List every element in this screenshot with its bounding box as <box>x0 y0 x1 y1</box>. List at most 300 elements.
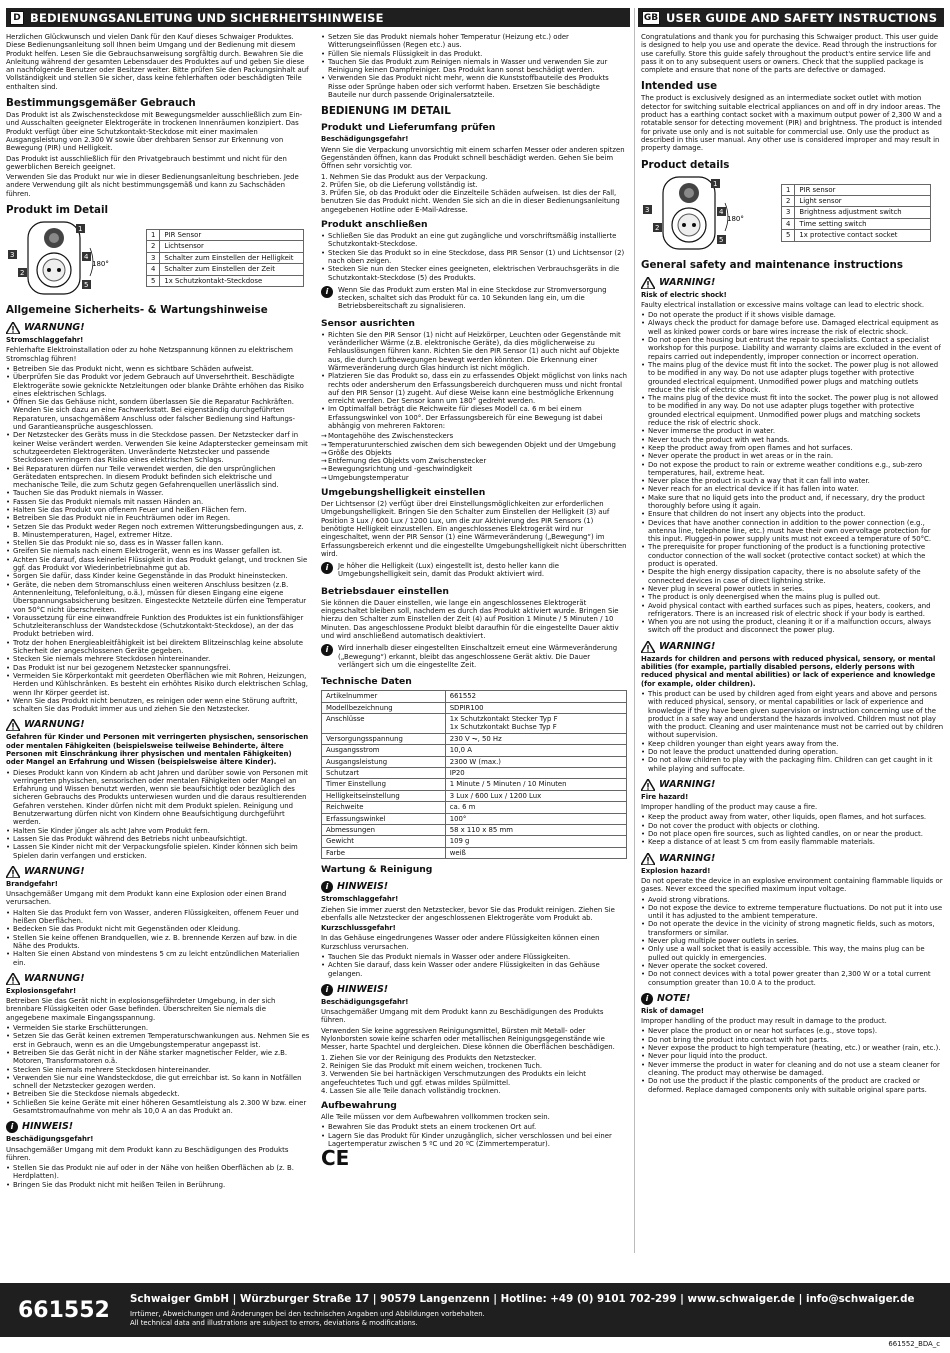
spec-value: 10,0 A <box>445 745 626 756</box>
list-item: • Stellen Sie keine offenen Brandquellen, wie z. B. brennende Kerzen auf bzw. in die Nähe des Produkts. <box>6 934 310 951</box>
table-row <box>322 836 627 847</box>
list-item: • Tauchen Sie das Produkt niemals in Wasser. <box>6 489 310 497</box>
list-item: 2. Reinigen Sie das Produkt mit einem weichen, trockenen Tuch. <box>321 1061 543 1070</box>
callout-3: 3 <box>645 205 650 214</box>
de-sensor-heading: Sensor ausrichten <box>321 317 415 329</box>
list-item: • Der Netzstecker des Geräts muss in die Steckdose passen. Der Netzstecker darf in keiner Weise verändert werden. Verwenden Sie keine Adapterstecker gemeinsam mit schutzgeerdeten Elektrogeräten. Unveränderte Netzstecker und passende Steckdosen verringern das Risiko eines elektrischen Schlags. <box>6 431 310 464</box>
gb-expl-list <box>641 896 944 987</box>
list-item: • Trotz der hohen Energieableitfähigkeit ist bei direktem Blitzeinschlag keine absolute Sicherheit der angeschlossenen Geräte gegeben. <box>6 639 310 656</box>
list-item: • Betreiben Sie das Produkt nie in Feuchträumen oder im Regen. <box>6 514 310 522</box>
list-item: • Richten Sie den PIR Sensor (1) nicht auf Heizkörper, Leuchten oder Gegenstände mit veränderlicher Wärme (z.B. elektronische Geräte), da dies möglicherweise zu Fehlauslösungen führen kann. Richten Sie den PIR Sensor (1) auch nicht auf Objekte aus, die durch Luftbewegungen bewegt werden könnten. Die Erkennung einer Wärmeveränderung durch Glas hindurch ist nicht möglich. <box>321 331 627 372</box>
list-item: • The product is only deenergised when the mains plug is pulled out. <box>641 593 944 601</box>
list-item: • Dieses Produkt kann von Kindern ab acht Jahren und darüber sowie von Personen mit verringerten physischen, sensorischen oder mentalen Fähigkeiten oder Mangel an Erfahrung und Wissen benutzt werden, wenn sie beaufsichtigt oder bezüglich des sicheren Gebrauchs des Produkts unterwiesen wurden und die daraus resultierenden Gefahren verstehen. Kinder dürfen nicht mit dem Produkt spielen. Reinigung und Benutzerwartung dürfen nicht von Kindern ohne Beaufsichtigung durchgeführt werden. <box>6 769 310 827</box>
gb-detail-2: Light sensor <box>795 195 931 206</box>
list-item: • Öffnen Sie das Gehäuse nicht, sondern überlassen Sie die Reparatur Fachkräften. Wenden Sie sich dazu an eine Fachwerkstatt. Bei eigenständig durchgeführten Reparaturen, unsachgemäßem Anschluss oder falscher Bedienung sind Haftungs- und Garantieansprüche ausgeschlossen. <box>6 398 310 431</box>
gb-warning-1 <box>641 277 944 289</box>
list-item: → Entfernung des Objekts vom Zwischenstecker <box>321 457 627 465</box>
list-item: • Halten Sie Kinder jünger als acht Jahre vom Produkt fern. <box>6 827 310 835</box>
list-item: • Platzieren Sie das Produkt so, dass ein zu erfassendes Objekt möglichst von links nach rechts oder andersherum den Erfassungsbereich durchqueren muss und nicht frontal auf den PIR Sensor (1) zugeht. Auf diese Weise kann eine bestmögliche Erkennung erreicht werden. Der Sensor kann um 180° gedreht werden. <box>321 372 627 405</box>
list-item: 1. Ziehen Sie vor der Reinigung des Produkts den Netzstecker. <box>321 1053 537 1062</box>
de-lux-heading: Umgebungshelligkeit einstellen <box>321 487 486 499</box>
warning-triangle-icon <box>641 641 655 653</box>
de-shock-list <box>6 365 310 713</box>
callout-4: 4 <box>84 253 89 262</box>
list-item: 1. Nehmen Sie das Produkt aus der Verpackung. <box>321 172 488 181</box>
list-item: • Stecken Sie niemals mehrere Steckdosen hintereinander. <box>6 655 310 663</box>
gb-column <box>641 33 944 1273</box>
gb-shock-title: Risk of electric shock! <box>641 290 727 299</box>
de-shock-title: Stromschlaggefahr! <box>6 336 84 345</box>
de-detail-2: Lichtsensor <box>160 241 304 252</box>
de-intro: Herzlichen Glückwunsch und vielen Dank für den Kauf dieses Schwaiger Produktes. Diese Bedienungsanleitung soll Ihnen beim Umgang und der Bedienung mit diesem Produkt helfen. Lesen Sie die Gebrauchsanweisung sorgfältig durch. Bewahren Sie die Anleitung während der gesamten Lebensdauer des Produktes auf und geben Sie diese an nachfolgende Benutzer oder Besitzer weiter. Bitte prüfen Sie den Packungsinhalt auf Vollständigkeit und stellen Sie sicher, dass keine fehlerhaften oder beschädigten Teile enthalten sind. <box>6 33 309 91</box>
de-unpack-heading: Produkt und Lieferumfang prüfen <box>321 122 496 134</box>
de-care-text-1: Ziehen Sie immer zuerst den Netzstecker, bevor Sie das Produkt reinigen. Ziehen Sie ebenfalls alle Netzstecker der angeschlossenen Elektrogeräte vom Produkt ab. <box>321 905 615 922</box>
de-use-p3: Verwenden Sie das Produkt nur wie in dieser Bedienungsanleitung beschrieben. Jede andere Verwendung gilt als nicht bestimmungsgemäß und kann zu Sachschäden führen. <box>6 173 299 198</box>
warning-label: WARNUNG! <box>24 865 85 877</box>
list-item: • Lassen Sie Kinder nicht mit der Verpackungsfolie spielen. Kinder können sich beim Spielen darin verfangen und ersticken. <box>6 843 310 860</box>
warning-label: WARNING! <box>659 640 716 652</box>
list-item: → Bewegungsrichtung und -geschwindigkeit <box>321 465 627 473</box>
de-shock-text: Fehlerhafte Elektroinstallation oder zu hohe Netzspannung können zu elektrischem Stromschlag führen! <box>6 346 293 363</box>
list-item: • Avoid strong vibrations. <box>641 896 944 904</box>
de-warning-2 <box>6 719 310 731</box>
spec-label: Reichweite <box>322 802 446 813</box>
list-item: 3. Verwenden Sie bei hartnäckigen Verschmutzungen des Produkts ein leicht angefeuchtetes Tuch und ggf. etwas mildes Spülmittel. <box>321 1070 586 1087</box>
list-item: • Achten Sie darauf, dass keinerlei Flüssigkeit in das Produkt gelangt, und trocknen Sie ggf. das Produkt vor Wiederinbetriebnahme gut ab. <box>6 556 310 573</box>
de-dmg-list-b <box>321 33 627 99</box>
list-item: • Stellen Sie das Produkt nie auf oder in der Nähe von heißen Oberflächen ab (z. B. Herdplatten). <box>6 1164 310 1181</box>
list-item: • Never operate the product in wet areas or in the rain. <box>641 452 944 460</box>
gb-dmg-text: Improper handling of the product may result in damage to the product. <box>641 1017 887 1026</box>
callout-2: 2 <box>655 223 660 232</box>
list-item: • Schließen Sie keine Geräte mit einer höheren Gesamtleistung als 2.300 W bzw. einer Gesamtstromaufnahme von mehr als 10,0 A an das Produkt an. <box>6 1099 310 1116</box>
table-row <box>322 767 627 778</box>
article-number: 661552 <box>18 1297 110 1323</box>
list-item: • Achten Sie darauf, dass kein Wasser oder andere Flüssigkeiten in das Gehäuse gelangen. <box>321 961 627 978</box>
info-icon: i <box>321 644 333 656</box>
de-lux-text: Der Lichtsensor (2) verfügt über drei Einstellungsmöglichkeiten zur erforderlichen Umgebungshelligkeit. Bringen Sie den Schalter zum Einstellen der Helligkeit (3) auf Position 3 Lux / 600 Lux / 1200 Lux, um die zur Aktivierung des PIR Sensors (1) benötigte Helligkeit einzustellen. Ein angeschlossenes Elektrogerät wird nur eingeschaltet, wenn der PIR Sensor (1) eine Wärmeveränderung („Bewegung“) im Erfassungsbereich erkennt und die eingestellte Umgebungshelligkeit nicht überschritten wird. <box>321 500 627 558</box>
list-item: • Geräte, die neben dem Stromanschluss einen weiteren Anschluss besitzen (z.B. Antennenleitung, Telefonleitung, o.ä.), müssen für diesen Eingang eine eigene Überspannungsabsicherung besitzen. Eingesteckte Netzteile dürfen eine Temperatur von 50°C nicht überschreiten. <box>6 581 310 614</box>
de-use-p2: Das Produkt ist ausschließlich für den Privatgebrauch bestimmt und nicht für den gewerblichen Bereich geeignet. <box>6 154 287 171</box>
de-kids-list <box>6 769 310 860</box>
spec-label: Ausgangsleistung <box>322 756 446 767</box>
footer-bar <box>0 1283 950 1337</box>
callout-2: 2 <box>20 269 25 278</box>
de-product-figure-row <box>6 218 310 298</box>
gb-fire-title: Fire hazard! <box>641 792 689 801</box>
de-lux-note-text: Je höher die Helligkeit (Lux) eingestellt ist, desto heller kann die Umgebungshelligkeit sein, damit das Produkt aktiviert wird. <box>338 562 559 579</box>
spec-value: 1x Schutzkontakt Stecker Typ F 1x Schutzkontakt Buchse Typ F <box>445 713 626 733</box>
de-hinweis-1 <box>6 1121 310 1133</box>
spec-value: weiß <box>445 847 626 858</box>
de-storage-list <box>321 1123 627 1148</box>
gb-dmg-title: Risk of damage! <box>641 1006 705 1015</box>
list-item: • Vermeiden Sie Körperkontakt mit geerdeten Oberflächen wie mit Rohren, Heizungen, Herden und Kühlschränken. Es besteht ein erhöhtes Risiko durch elektrischen Schlag, wenn Ihr Körper geerdet ist. <box>6 672 310 697</box>
de-unpack-title: Beschädigungsgefahr! <box>321 135 409 144</box>
warning-label: WARNUNG! <box>24 972 85 984</box>
gb-use-text: The product is exclusively designed as an intermediate socket outlet with motion detector for switching suitable electrical appliances on and off in dry indoor areas. The product has a earthing contact socket with a maximum output power of 2,300 W and a rotatable sensor for detecting movement (PIR) and brightness. The product is intended for private use only and is not suitable for commercial use. Only use the product as described in this user manual. Any other use is considered improper and may result in property damage. <box>641 94 942 153</box>
list-item: • Bringen Sie das Produkt nicht mit heißen Teilen in Berührung. <box>6 1181 310 1189</box>
info-icon: i <box>321 984 333 996</box>
list-item: • Do not use the product if the plastic components of the product are cracked or deformed. Replace damaged components only with suitable original spare parts. <box>641 1077 944 1094</box>
list-item: • Do not operate the product if it shows visible damage. <box>641 311 944 319</box>
de-use-p1: Das Produkt ist als Zwischensteckdose mit Bewegungsmelder ausschließlich zum Ein- und Ausschalten geeigneter Elektrogeräte in trockenen Innenräumen konzipiert. Das Produkt verfügt über eine Schutzkontakt-Steckdose mit einer maximalen Ausgangsleistung von 2.300 W sowie über drehbaren Sensor zur Erkennung von Bewegung (PIR) und Helligkeit. <box>6 111 303 153</box>
warning-label: WARNING! <box>659 778 716 790</box>
de-time-text: Sie können die Dauer einstellen, wie lange ein angeschlossenes Elektrogerät eingeschaltet bleiben soll, nachdem es durch das Produkt aktiviert wurde. Bringen Sie hierzu den Schalter zum Einstellen der Zeit (4) auf Position 1 Minute / 5 Minuten / 10 Minuten. Das angeschlossene Produkt bleibt daraufhin für die eingestellte Dauer aktiv und wird anschließend automatisch deaktiviert. <box>321 598 619 640</box>
list-item: • Lassen Sie das Produkt während des Betriebs nicht unbeaufsichtigt. <box>6 835 310 843</box>
de-operation-heading: BEDIENUNG IM DETAIL <box>321 105 451 118</box>
warning-label: WARNUNG! <box>24 719 85 731</box>
gb-kids-title: Hazards for children and persons with reduced physical, sensory, or mental abilities (for example, partially disabled persons, elderly persons with reduced physical and mental abilities) or lack of experience and knowledge (for example, older children). <box>641 654 936 688</box>
list-item: • Keep a distance of at least 5 cm from easily flammable materials. <box>641 838 944 846</box>
gb-expl-text: Do not operate the device in an explosive environment containing flammable liquids or gases. Never exceed the specified maximum input voltage. <box>641 876 943 894</box>
warning-label: WARNING! <box>659 276 716 288</box>
de-tech-heading: Technische Daten <box>321 676 412 688</box>
de-care-text-4: Verwenden Sie keine aggressiven Reinigungsmittel, Bürsten mit Metall- oder Nylonborsten sowie keine scharfen oder metallischen Reinigungsgegenstände wie Messer, harte Spachtel und dergleichen. Diese können die Oberflächen beschädigen. <box>321 1026 615 1052</box>
de-expl-title: Explosionsgefahr! <box>6 986 77 995</box>
list-item: • Vermeiden Sie starke Erschütterungen. <box>6 1024 310 1032</box>
product-illustration <box>6 218 140 298</box>
list-item: • Do not open the housing but entrust the repair to specialists. Contact a specialist workshop for this purpose. Liability and warranty claims are excluded in the event of repairs carried out independently, improper connection or incorrect operation. <box>641 336 944 361</box>
spec-value: 230 V ⏦, 50 Hz <box>445 733 626 744</box>
list-item: • Stecken Sie nun den Stecker eines geeigneten, elektrischen Verbrauchsgeräts in die Schutzkontakt-Steckdose (5) des Produkts. <box>321 265 627 282</box>
list-item: • Avoid physical contact with earthed surfaces such as pipes, heaters, cookers, and refrigerators. There is an increased risk of electric shock if your body is earthed. <box>641 602 944 619</box>
de-care-title-3: Beschädigungsgefahr! <box>321 997 409 1006</box>
list-item: • Halten Sie das Produkt fern von Wasser, anderen Flüssigkeiten, offenem Feuer und heißen Oberflächen. <box>6 909 310 926</box>
spec-label: Artikelnummer <box>322 691 446 702</box>
gb-fire-list <box>641 813 944 846</box>
de-kids-title: Gefahren für Kinder und Personen mit verringerten physischen, sensorischen oder mentalen Fähigkeiten (beispielsweise teilweise Behinderte, ältere Personen mit Einschränkung ihrer physischen und mentalen Fähigkeiten) oder Mangel an Erfahrung und Wissen (beispielsweise ältere Kinder). <box>6 733 309 767</box>
list-item: • Do not leave the product unattended during operation. <box>641 748 944 756</box>
document-id: 661552_BDA_c <box>888 1340 940 1348</box>
spec-value: 100° <box>445 813 626 824</box>
list-item: • Never immerse the product in water. <box>641 427 944 435</box>
spec-value: 2300 W (max.) <box>445 756 626 767</box>
gb-intro: Congratulations and thank you for purchasing this Schwaiger product. This user guide is designed to help you use and operate the device. Read through the instructions for use carefully. Store this guide safely throughout the product's entire service life and pass it on to any subsequent users or owners. Check that the supplied package is complete and ensure that none of the parts are defective or damaged. <box>641 33 939 75</box>
de-warning-4 <box>6 973 310 985</box>
gb-detail-3: Brightness adjustment switch <box>795 207 931 218</box>
gb-title: USER GUIDE AND SAFETY INSTRUCTIONS <box>666 10 938 25</box>
gb-dmg-list <box>641 1027 944 1093</box>
de-connect-note <box>321 286 627 313</box>
gb-safety-heading: General safety and maintenance instructions <box>641 258 904 271</box>
rotation-angle-label: 180° <box>727 214 744 223</box>
de-expl-list <box>6 1024 310 1115</box>
list-item: • Voraussetzung für eine einwandfreie Funktion des Produktes ist ein funktionsfähiger Schutzleiteranschluss der Wandsteckdose (Schutzkontakt-Steckdose), an der das Produkt betrieben wird. <box>6 614 310 639</box>
warning-triangle-icon <box>6 973 20 985</box>
list-item: • Wenn Sie das Produkt nicht benutzen, es reinigen oder wenn eine Störung auftritt, schalten Sie das Produkt immer aus und ziehen Sie den Netzstecker. <box>6 697 310 714</box>
list-item: • Stecken Sie das Produkt so in eine Steckdose, dass PIR Sensor (1) und Lichtsensor (2) nach oben zeigen. <box>321 249 627 266</box>
info-icon: i <box>321 562 333 574</box>
list-item: • Halten Sie einen Abstand von mindestens 5 cm zu leicht entzündlichen Materialien ein. <box>6 950 310 967</box>
list-item: • Never immerse the product in water for cleaning and do not use a steam cleaner for cleaning. The product may otherwise be damaged. <box>641 1061 944 1078</box>
warning-triangle-icon <box>641 779 655 791</box>
spec-value: 58 x 110 x 85 mm <box>445 824 626 835</box>
list-item: • Im Optimalfall beträgt die Reichweite für dieses Modell ca. 6 m bei einem Erfassungswinkel von 100°. Der Erfassungsbereich für eine Bewegung ist dabei abhängig von mehreren Faktoren: <box>321 405 627 430</box>
de-detail-heading: Produkt im Detail <box>6 204 109 217</box>
gb-shock-text: Faulty electrical installation or excessive mains voltage can lead to electric shock. <box>641 300 925 309</box>
de-warning-3 <box>6 866 310 878</box>
de-expl-text: Betreiben Sie das Gerät nicht in explosionsgefährdeter Umgebung, in der sich brennbare Flüssigkeiten oder Gase befinden. Überschreiten Sie niemals die angegebene maximale Eingangsspannung. <box>6 997 276 1022</box>
warning-triangle-icon <box>6 322 20 334</box>
de-care-heading: Wartung & Reinigung <box>321 864 433 876</box>
list-item: • Betreiben Sie das Produkt nicht, wenn es sichtbare Schäden aufweist. <box>6 365 310 373</box>
de-detail-3: Schalter zum Einstellen der Helligkeit <box>160 252 304 263</box>
list-item: 2. Prüfen Sie, ob die Lieferung vollständig ist. <box>321 180 478 189</box>
list-item: • Halten Sie das Produkt von offenem Feuer und heißen Flächen fern. <box>6 506 310 514</box>
company-address: Schwaiger GmbH | Würzburger Straße 17 | 90579 Langenzenn | Hotline: +49 (0) 9101 702-299 | www.schwaiger.de | info@schwaiger.de <box>130 1293 915 1305</box>
gb-product-figure-row <box>641 173 944 253</box>
list-item: • Fassen Sie das Produkt niemals mit nassen Händen an. <box>6 498 310 506</box>
list-item: • Never plug in several power outlets in series. <box>641 585 944 593</box>
list-item: • Always check the product for damage before use. Damaged electrical equipment as well as kinked power cords or bare wires increase the risk of electric shock. <box>641 319 944 336</box>
de-time-note-text: Wird innerhalb dieser eingestellten Einschaltzeit erneut eine Wärmeveränderung („Bewegung“) erkannt, bleibt das angeschlossene Gerät aktiv. Die Dauer verlängert sich um die eingestellte Zeit. <box>338 644 618 669</box>
list-item: • Bedecken Sie das Produkt nicht mit Gegenständen oder Kleidung. <box>6 925 310 933</box>
de-tech-table <box>321 690 627 859</box>
spec-value: 3 Lux / 600 Lux / 1200 Lux <box>445 790 626 801</box>
list-item: • Überprüfen Sie das Produkt vor jedem Gebrauch auf Unversehrtheit. Beschädigte Elektrogeräte sowie geknickte Netzleitungen oder blanke Drähte erhöhen das Risiko eines elektrischen Schlags. <box>6 373 310 398</box>
list-item: • The mains plug of the device must fit into the socket. The power plug is not allowed to be modified in any way. Do not use adapter plugs together with protective grounded electrical equipment. Unmodified power plugs and matching sockets reduce the risk of electric shock. <box>641 394 944 427</box>
rotation-angle-label: 180° <box>92 260 109 269</box>
gb-detail-4: Time setting switch <box>795 218 931 229</box>
list-item: 3. Prüfen Sie, ob das Produkt oder die Einzelteile Schäden aufweisen. Ist dies der Fall, benutzen Sie das Produkt nicht. Wenden Sie sich an die in dieser Bedienungsanleitung angegebenen Hotline oder E-Mail-Adresse. <box>321 189 620 214</box>
footer-text <box>130 1293 950 1327</box>
spec-label: Abmessungen <box>322 824 446 835</box>
list-item: → Temperaturunterschied zwischen dem sich bewegenden Objekt und der Umgebung <box>321 441 627 449</box>
de-lang-badge: D <box>10 11 24 25</box>
table-row <box>322 813 627 824</box>
de-care-steps <box>321 1054 627 1095</box>
gb-detail-1: PIR sensor <box>795 184 931 195</box>
list-item: • Never operate the socket covered. <box>641 962 944 970</box>
table-row <box>322 847 627 858</box>
de-storage-text: Alle Teile müssen vor dem Aufbewahren vollkommen trocken sein. <box>321 1113 550 1122</box>
table-row <box>322 745 627 756</box>
table-row <box>322 824 627 835</box>
warning-triangle-icon <box>641 277 655 289</box>
de-unpack-steps <box>321 173 627 214</box>
info-icon: i <box>641 993 653 1005</box>
list-item: • This product can be used by children aged from eight years and above and persons with reduced physical, sensory, or mental capabilities or lack of experience and knowledge if they have been given supervision or instruction concerning use of the product in a safe way and understand the hazards involved. Children must not play with the product. Cleaning and user maintenance must not be carried out by children without supervision. <box>641 690 944 740</box>
list-item: • Never touch the product with wet hands. <box>641 436 944 444</box>
gb-warning-2 <box>641 641 944 653</box>
warning-label: WARNUNG! <box>24 322 85 334</box>
spec-label: Erfassungswinkel <box>322 813 446 824</box>
note-label: NOTE! <box>657 992 691 1004</box>
list-item: • Despite the high energy dissipation capacity, there is no absolute safety of the connected devices in case of direct lightning strike. <box>641 568 944 585</box>
list-item: • Do not place open fire sources, such as lighted candles, on or near the product. <box>641 830 944 838</box>
callout-1: 1 <box>713 179 718 188</box>
de-dmg-text: Unsachgemäßer Umgang mit dem Produkt kann zu Beschädigungen des Produkts führen. <box>6 1145 289 1162</box>
spec-label: Modellbezeichnung <box>322 702 446 713</box>
table-row <box>322 790 627 801</box>
gb-warning-3 <box>641 779 944 791</box>
de-warning-1 <box>6 322 310 334</box>
list-item: • Bei Reparaturen dürfen nur Teile verwendet werden, die den ursprünglichen Gerätedaten entsprechen. In diesem Produkt befinden sich elektrische und mechanische Teile, die zum Schutz gegen Gefahrenquellen unerlässlich sind. <box>6 465 310 490</box>
de-lux-note <box>321 562 627 581</box>
list-item: • Never place the product in such a way that it can fall into water. <box>641 477 944 485</box>
list-item: • Never expose the product to high temperature (heating, etc.) or weather (rain, etc.). <box>641 1044 944 1052</box>
list-item: • Setzen Sie das Produkt niemals hoher Temperatur (Heizung etc.) oder Witterungseinflüssen (Regen etc.) aus. <box>321 33 627 50</box>
de-dmg-title: Beschädigungsgefahr! <box>6 1135 94 1144</box>
callout-5: 5 <box>84 281 89 290</box>
list-item: • Greifen Sie niemals nach einem Elektrogerät, wenn es ins Wasser gefallen ist. <box>6 547 310 555</box>
de-connect-note-text: Wenn Sie das Produkt zum ersten Mal in eine Steckdose zur Stromversorgung stecken, schaltet sich das Produkt für ca. 10 Sekunden lang ein, um die Betriebsbereitschaft zu signalisieren. <box>338 285 607 311</box>
gb-note-1 <box>641 993 944 1005</box>
gb-shock-list <box>641 311 944 635</box>
list-item: • Never place the product on or near hot surfaces (e.g., stove tops). <box>641 1027 944 1035</box>
list-item: • Betreiben Sie das Gerät nicht in der Nähe starker magnetischer Felder, wie z.B. Motoren, Transformatoren o.ä. <box>6 1049 310 1066</box>
list-item: • Keep the product away from water, other liquids, open flames, and hot surfaces. <box>641 813 944 821</box>
de-fire-title: Brandgefahr! <box>6 879 58 888</box>
list-item: • Stecken Sie niemals mehrere Steckdosen hintereinander. <box>6 1066 310 1074</box>
product-illustration <box>641 173 775 253</box>
list-item: • Do not expose the product to rain or extreme weather conditions e.g., sub-zero temperatures, hail, extreme heat. <box>641 461 944 478</box>
de-safety-heading: Allgemeine Sicherheits- & Wartungshinweise <box>6 304 268 317</box>
list-item: • Lagern Sie das Produkt für Kinder unzugänglich, sicher verschlossen und bei einer Lagertemperatur zwischen 5 ºC und 20 ºC (Zimmertemperatur). <box>321 1132 627 1149</box>
spec-value: ca. 6 m <box>445 802 626 813</box>
de-sensor-list <box>321 331 627 431</box>
gb-detail-table: 1 PIR sensor 2 Light sensor 3 Brightness adjustment switch 4 Time setting switch 5 1x protective contact socket <box>781 184 931 242</box>
info-icon: i <box>6 1121 18 1133</box>
de-connect-heading: Produkt anschließen <box>321 219 428 231</box>
list-item: • Setzen Sie das Gerät keinen extremen Temperaturschwankungen aus. Nehmen Sie es erst in Gebrauch, wenn es an die Umgebungstemperatur angepasst ist. <box>6 1032 310 1049</box>
de-storage-heading: Aufbewahrung <box>321 1100 397 1112</box>
column-divider <box>634 8 635 1253</box>
de-detail-1: PIR Sensor <box>160 230 304 241</box>
de-dmg-list-a <box>6 1164 310 1189</box>
list-item: • Setzen Sie das Produkt weder Regen noch extremen Witterungsbedingungen aus, z. B. Minustemperaturen, Hagel, extremer Hitze. <box>6 523 310 540</box>
callout-4: 4 <box>719 207 724 216</box>
list-item: • Füllen Sie niemals Flüssigkeit in das Produkt. <box>321 50 627 58</box>
info-icon: i <box>321 286 333 298</box>
warning-triangle-icon <box>641 853 655 865</box>
de-time-heading: Betriebsdauer einstellen <box>321 585 449 597</box>
table-row <box>322 779 627 790</box>
gb-fire-text: Improper handling of the product may cause a fire. <box>641 803 818 812</box>
de-factor-list <box>321 432 627 482</box>
list-item: • Make sure that no liquid gets into the product and, if necessary, dry the product thoroughly before using it again. <box>641 494 944 511</box>
de-hinweis-3 <box>321 984 627 996</box>
callout-5: 5 <box>719 235 724 244</box>
gb-warning-4 <box>641 853 944 865</box>
spec-value: SDPIR100 <box>445 702 626 713</box>
list-item: • Das Produkt ist nur bei gezogenem Netzstecker spannungsfrei. <box>6 664 310 672</box>
spec-value: IP20 <box>445 767 626 778</box>
spec-label: Anschlüsse <box>322 713 446 733</box>
list-item: • The mains plug of the device must fit into the socket. The power plug is not allowed to be modified in any way. Do not use adapter plugs together with protective grounded electrical equipment. Unmodified power plugs and matching outlets reduce the risk of electric shock. <box>641 361 944 394</box>
spec-label: Timer Einstellung <box>322 779 446 790</box>
warning-label: WARNING! <box>659 852 716 864</box>
gb-use-heading: Intended use <box>641 80 718 93</box>
list-item: • Do not bring the product into contact with hot parts. <box>641 1036 944 1044</box>
list-item: • Verwenden Sie das Produkt nicht mehr, wenn die Kunststoffbauteile des Produkts Risse oder Sprünge haben oder sich verformt haben. Ersetzen Sie beschädigte Bauteile nur durch passende Originalersatzteile. <box>321 74 627 99</box>
list-item: • Do not allow children to play with the packaging film. Children can get caught in it while playing and suffocate. <box>641 756 944 773</box>
callout-3: 3 <box>10 251 15 260</box>
gb-expl-title: Explosion hazard! <box>641 866 711 875</box>
list-item: • Do not connect devices with a total power greater than 2,300 W or a total current consumption greater than 10.0 A to the product. <box>641 970 944 987</box>
disclaimer-en: All technical data and illustrations are subject to errors, deviations & modifications. <box>130 1318 418 1327</box>
spec-label: Ausgangsstrom <box>322 745 446 756</box>
list-item: • Tauchen Sie das Produkt niemals in Wasser oder andere Flüssigkeiten. <box>321 953 627 961</box>
hinweis-label: HINWEIS! <box>22 1121 74 1133</box>
de-column-1 <box>6 33 310 1273</box>
gb-detail-5: 1x protective contact socket <box>795 230 931 241</box>
hinweis-label: HINWEIS! <box>337 881 389 893</box>
spec-value: 1 Minute / 5 Minuten / 10 Minuten <box>445 779 626 790</box>
de-care-title-2: Kurzschlussgefahr! <box>321 924 396 933</box>
de-time-note <box>321 644 627 671</box>
hinweis-label: HINWEIS! <box>337 983 389 995</box>
list-item: • Do not operate the device in the vicinity of strong magnetic fields, such as motors, transformers or similar. <box>641 920 944 937</box>
ce-mark: CE <box>321 1146 350 1171</box>
de-title: BEDIENUNGSANLEITUNG UND SICHERHEITSHINWEISE <box>30 10 384 25</box>
de-care-list-2 <box>321 953 627 978</box>
list-item: • Keep children younger than eight years away from the. <box>641 740 944 748</box>
de-header <box>6 8 630 27</box>
list-item: → Größe des Objekts <box>321 449 627 457</box>
spec-label: Farbe <box>322 847 446 858</box>
de-detail-4: Schalter zum Einstellen der Zeit <box>160 264 304 275</box>
table-row <box>322 733 627 744</box>
list-item: • Verwenden Sie nur eine Wandsteckdose, die gut erreichbar ist. So kann in Notfällen schnell der Netzstecker gezogen werden. <box>6 1074 310 1091</box>
list-item: • Stellen Sie das Produkt nie so, dass es in Wasser fallen kann. <box>6 539 310 547</box>
list-item: • Ensure that children do not insert any objects into the product. <box>641 510 944 518</box>
warning-triangle-icon <box>6 866 20 878</box>
de-fire-list <box>6 909 310 967</box>
spec-value: 661552 <box>445 691 626 702</box>
list-item: • Betreiben Sie die Steckdose niemals abgedeckt. <box>6 1090 310 1098</box>
list-item: → Umgebungstemperatur <box>321 474 627 482</box>
de-fire-text: Unsachgemäßer Umgang mit dem Produkt kann eine Explosion oder einen Brand verursachen. <box>6 890 287 907</box>
de-care-text-3: Unsachgemäßer Umgang mit dem Produkt kann zu Beschädigungen des Produkts führen. <box>321 1008 604 1025</box>
table-row <box>322 691 627 702</box>
list-item: • When you are not using the product, cleaning it or if a malfunction occurs, always switch off the product and disconnect the power plug. <box>641 618 944 635</box>
list-item: • Do not cover the product with objects or clothing. <box>641 822 944 830</box>
list-item: • Never plug multiple power outlets in series. <box>641 937 944 945</box>
spec-label: Gewicht <box>322 836 446 847</box>
list-item: • Keep the product away from open flames and hot surfaces. <box>641 444 944 452</box>
list-item: • The prerequisite for proper functioning of the product is a functioning protective conductor connection of the wall socket (protective contact socket) at which the product is operated. <box>641 543 944 568</box>
list-item: • Schließen Sie das Produkt an eine gut zugängliche und vorschriftsmäßig installierte Schutzkontakt-Steckdose. <box>321 232 627 249</box>
list-item: • Never pour liquid into the product. <box>641 1052 944 1060</box>
spec-label: Versorgungsspannung <box>322 733 446 744</box>
list-item: • Sorgen Sie dafür, dass Kinder keine Gegenstände in das Produkt hineinstecken. <box>6 572 310 580</box>
de-use-heading: Bestimmungsgemäßer Gebrauch <box>6 97 196 110</box>
table-row <box>322 802 627 813</box>
gb-kids-list <box>641 690 944 773</box>
callout-1: 1 <box>78 225 83 234</box>
list-item: • Do not expose the device to extreme temperature fluctuations. Do not put it into use until it has adjusted to the ambient temperature. <box>641 904 944 921</box>
de-column-2 <box>321 33 627 1273</box>
de-hinweis-2 <box>321 881 627 893</box>
list-item: • Only use a wall socket that is easily accessible. This way, the mains plug can be pulled out quickly in emergencies. <box>641 945 944 962</box>
warning-triangle-icon <box>6 719 20 731</box>
gb-detail-heading: Product details <box>641 158 730 171</box>
de-connect-list <box>321 232 627 282</box>
table-row <box>322 713 627 733</box>
table-row <box>322 702 627 713</box>
spec-label: Schutzart <box>322 767 446 778</box>
list-item: • Devices that have another connection in addition to the power connection (e.g., antenna line, telephone line, etc.) must have their own overvoltage protection for this input. Plugged-in power supply units must not exceed a temperature of 50°C. <box>641 519 944 544</box>
de-care-text-2: In das Gehäuse eingedrungenes Wasser oder andere Flüssigkeiten können einen Kurzschluss verursachen. <box>321 934 600 951</box>
list-item: • Never reach for an electrical device if it has fallen into water. <box>641 485 944 493</box>
list-item: • Tauchen Sie das Produkt zum Reinigen niemals in Wasser und verwenden Sie zur Reinigung keinen Dampfreiniger. Das Produkt kann sonst beschädigt werden. <box>321 58 627 75</box>
list-item: • Bewahren Sie das Produkt stets an einem trockenen Ort auf. <box>321 1123 627 1131</box>
spec-label: Helligkeitseinstellung <box>322 790 446 801</box>
spec-value: 109 g <box>445 836 626 847</box>
list-item: 4. Lassen Sie alle Teile danach vollständig trocknen. <box>321 1086 501 1095</box>
